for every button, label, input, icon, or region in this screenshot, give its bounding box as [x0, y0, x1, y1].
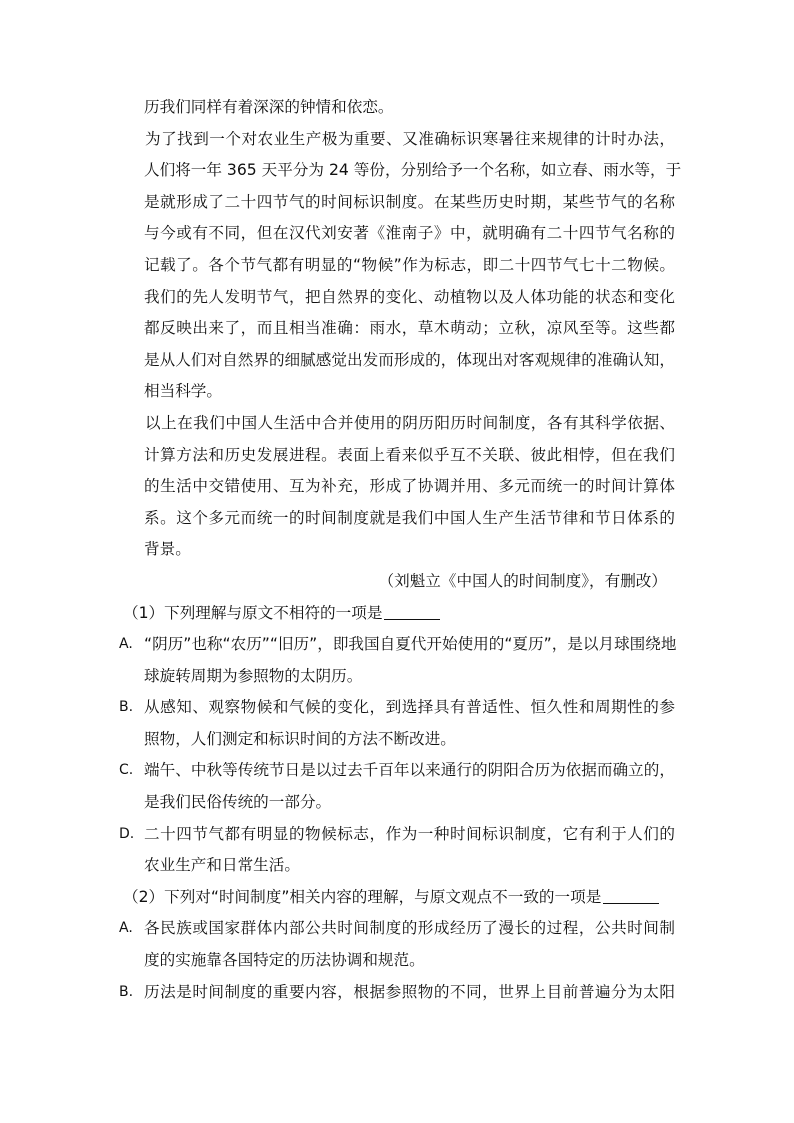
paragraph-line: 人们将一年 365 天平分为 24 等份，分别给予一个名称，如立春、雨水等，于	[144, 161, 682, 180]
option-c[interactable]	[119, 755, 675, 787]
option-letter: D.	[119, 825, 135, 842]
paragraph-line: 系。这个多元而统一的时间制度就是我们中国人生产生活节律和节日体系的	[144, 508, 675, 527]
option-c-cont	[119, 787, 675, 819]
option-text: 农业生产和日常生活。	[144, 856, 300, 875]
answer-blank[interactable]	[384, 603, 440, 620]
option-text: 度的实施靠各国特定的历法协调和规范。	[144, 951, 425, 970]
option-letter: C.	[119, 762, 134, 779]
option-text: 球旋转周期为参照物的太阴历。	[144, 666, 363, 685]
option-b-cont	[119, 724, 675, 756]
question-title	[119, 598, 675, 630]
option-text: 从感知、观察物候和气候的变化，到选择具有普适性、恒久性和周期性的参	[144, 698, 675, 717]
paragraph-line: 记载了。各个节气都有明显的“物候”作为标志，即二十四节气七十二物候。	[144, 255, 675, 274]
paragraph-line: 与今或有不同，但在汉代刘安著《淮南子》中，就明确有二十四节气名称的	[144, 224, 675, 243]
source-citation: （刘魁立《中国人的时间制度》，有删改）	[378, 571, 667, 590]
paragraph-line: 计算方法和历史发展进程。表面上看来似乎互不关联、彼此相悖，但在我们	[144, 445, 675, 464]
option-a-cont	[119, 661, 675, 693]
option-text: 历法是时间制度的重要内容，根据参照物的不同，世界上目前普遍分为太阳	[144, 982, 675, 1001]
option-a-cont	[119, 945, 675, 977]
paragraph-line: 的生活中交错使用、互为补充，形成了协调并用、多元而统一的时间计算体	[144, 477, 675, 496]
paragraph-line: 背景。	[144, 540, 191, 559]
option-b[interactable]	[119, 977, 675, 1009]
answer-blank[interactable]	[603, 887, 659, 904]
option-d[interactable]	[119, 819, 675, 851]
paragraph-line: 都反映出来了，而且相当准确：雨水，草木萌动；立秋，凉风至等。这些都	[144, 319, 675, 338]
option-text: 是我们民俗传统的一部分。	[144, 793, 332, 812]
option-text: 端午、中秋等传统节日是以过去千百年以来通行的阴阳合历为依据而确立的，	[144, 761, 675, 780]
paragraph-line: 历我们同样有着深深的钟情和依恋。	[144, 98, 394, 116]
option-a[interactable]	[119, 913, 675, 945]
paragraph-line: 是从人们对自然界的细腻感觉出发而形成的，体现出对客观规律的准确认知，	[144, 350, 675, 369]
question-title	[119, 882, 675, 914]
option-text: “阴历”也称“农历”“旧历”，即我国自夏代开始使用的“夏历”，是以月球围绕地	[144, 635, 677, 654]
paragraph-line: 为了找到一个对农业生产极为重要、又准确标识寒暑往来规律的计时办法，	[145, 129, 675, 148]
paragraph-line: 是就形成了二十四节气的时间标识制度。在某些历史时期，某些节气的名称	[144, 192, 675, 211]
option-text: 各民族或国家群体内部公共时间制度的形成经历了漫长的过程，公共时间制	[144, 919, 675, 938]
question-title-text: （2）下列对“时间制度”相关内容的理解，与原文观点不一致的一项是	[123, 887, 602, 906]
option-text: 二十四节气都有明显的物候标志，作为一种时间标识制度，它有利于人们的	[144, 824, 675, 843]
option-a[interactable]	[119, 629, 675, 661]
text-column	[119, 92, 682, 1008]
paragraph-line: 我们的先人发明节气，把自然界的变化、动植物以及人体功能的状态和变化	[144, 287, 675, 306]
paragraph-line: 以上在我们中国人生活中合并使用的阴历阳历时间制度，各有其科学依据、	[145, 413, 675, 432]
option-d-cont	[119, 850, 675, 882]
option-letter: B.	[119, 983, 134, 1000]
option-text: 照物，人们测定和标识时间的方法不断改进。	[144, 729, 456, 748]
option-letter: B.	[119, 699, 134, 716]
option-letter: A.	[119, 636, 133, 653]
option-letter: A.	[119, 920, 133, 937]
question-title-text: （1）下列理解与原文不相符的一项是	[123, 603, 383, 622]
paragraph-line: 相当科学。	[144, 382, 222, 401]
option-b[interactable]	[119, 692, 675, 724]
